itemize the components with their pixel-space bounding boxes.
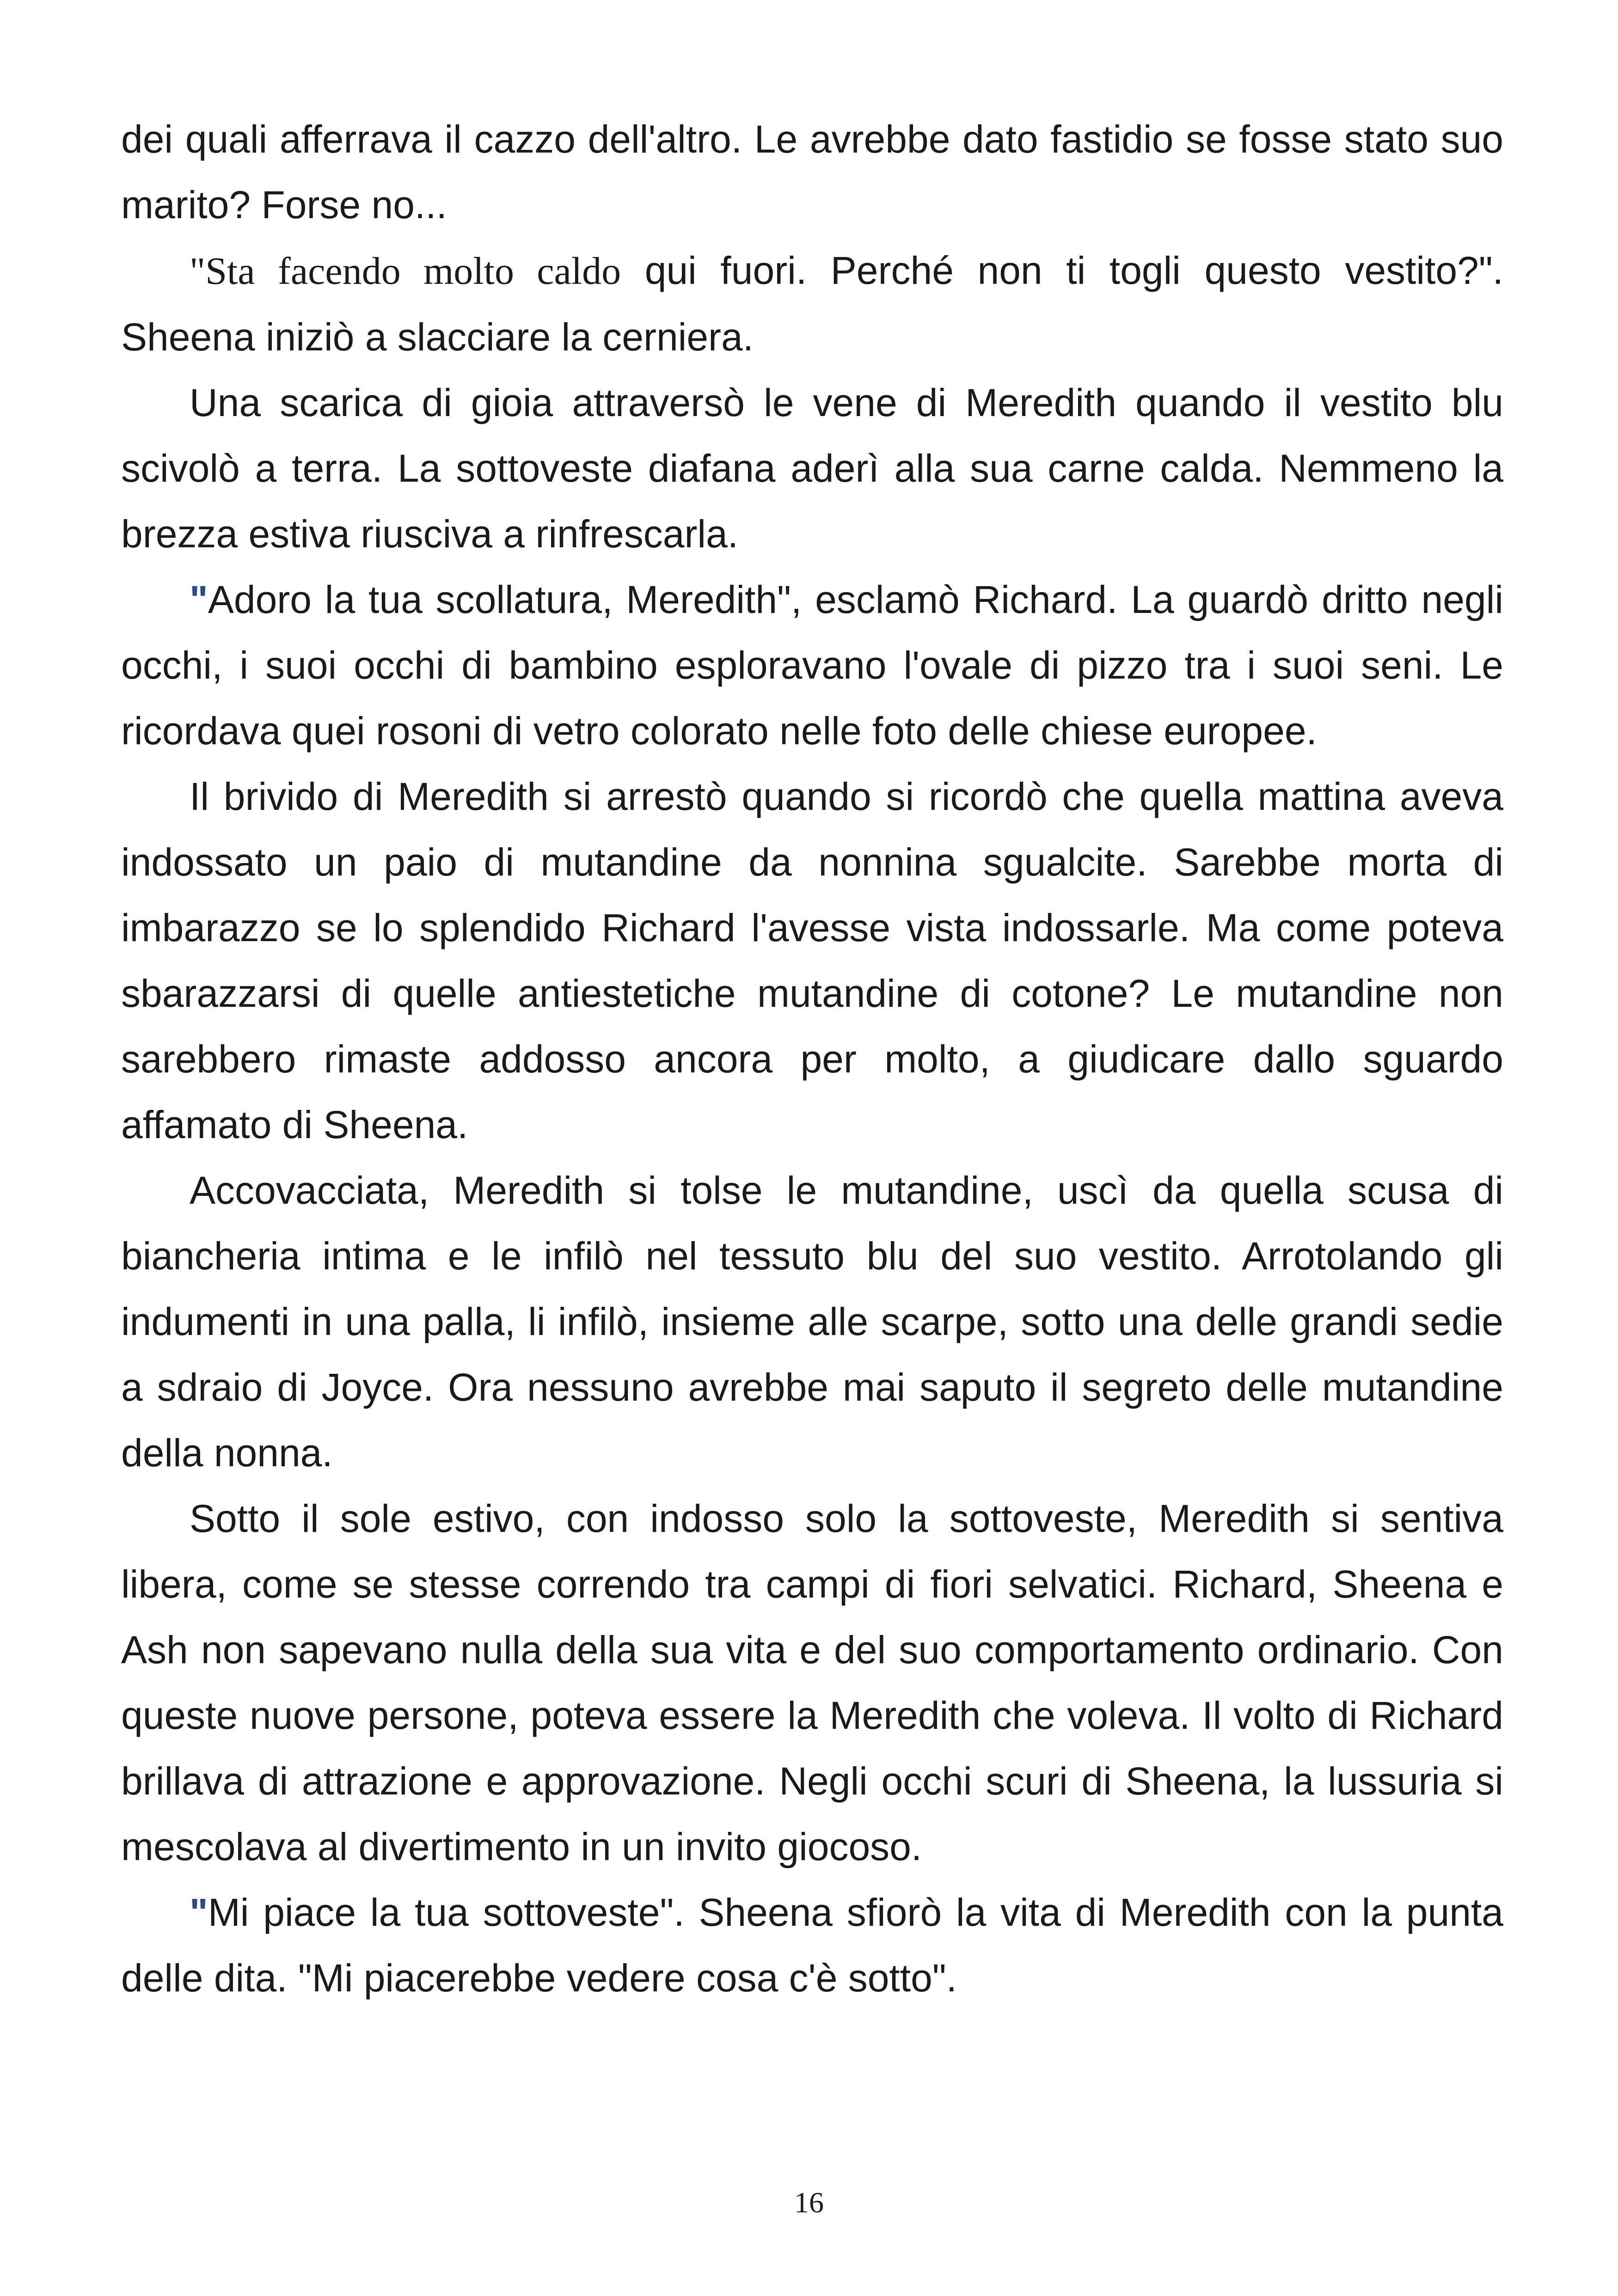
paragraph-text: Sotto il sole estivo, con indosso solo la sottoveste, Meredith si sentiva libera, come se stesse correndo tra campi di fiori selvatici. Richard, Sheena e Ash non sapevano nulla della sua vita e del suo comportamento ordinario. Con queste nuove persone, poteva essere la Meredith che voleva. Il volto di Richard brillava di attrazione e approvazione. Negli occhi scuri di Sheena, la lussuria si mescolava al divertimento in un invito giocoso. [121,1497,1503,1868]
paragraph-serif-run: "Sta facendo molto caldo [190,250,621,293]
paragraph [121,238,1503,370]
paragraph-text: Adoro la tua scollatura, Meredith", esclamò Richard. La guardò dritto negli occhi, i suoi occhi di bambino esploravano l'ovale di pizzo tra i suoi seni. Le ricordava quei rosoni di vetro colorato nelle foto delle chiese europee. [121,578,1503,753]
paragraph-text: dei quali afferrava il cazzo dell'altro. Le avrebbe dato fastidio se fosse stato suo marito? Forse no... [121,117,1503,227]
opening-quote-mark: " [190,1891,208,1934]
paragraph-text: Accovacciata, Meredith si tolse le mutandine, uscì da quella scusa di biancheria intima e le infilò nel tessuto blu del suo vestito. Arrotolando gli indumenti in una palla, li infilò, insieme alle scarpe, sotto una delle grandi sedie a sdraio di Joyce. Ora nessuno avrebbe mai saputo il segreto delle mutandine della nonna. [121,1169,1503,1475]
paragraph-text: Il brivido di Meredith si arrestò quando si ricordò che quella mattina aveva indossato un paio di mutandine da nonnina sgualcite. Sarebbe morta di imbarazzo se lo splendido Richard l'avesse vista indossarle. Ma come poteva sbarazzarsi di quelle antiestetiche mutandine di cotone? Le mutandine non sarebbero rimaste addosso ancora per molto, a giudicare dallo sguardo affamato di Sheena. [121,775,1503,1146]
paragraph [121,1486,1503,1880]
paragraph [121,764,1503,1157]
paragraph [121,1157,1503,1486]
paragraph-text: Una scarica di gioia attraversò le vene di Meredith quando il vestito blu scivolò a terra. La sottoveste diafana aderì alla sua carne calda. Nemmeno la brezza estiva riusciva a rinfrescarla. [121,381,1503,556]
page-number: 16 [794,2186,824,2219]
paragraph [121,567,1503,764]
paragraph-text: qui fuori. Perché non ti togli questo vestito?". Sheena iniziò a slacciare la cerniera. [121,249,1503,359]
paragraph [121,370,1503,567]
paragraph-text: Mi piace la tua sottoveste". Sheena sfiorò la vita di Meredith con la punta delle dita. "Mi piacerebbe vedere cosa c'è sotto". [121,1891,1503,2000]
opening-quote-mark: " [190,578,208,621]
paragraph [121,1880,1503,2011]
paragraph [121,106,1503,238]
document-page [121,106,1503,2011]
